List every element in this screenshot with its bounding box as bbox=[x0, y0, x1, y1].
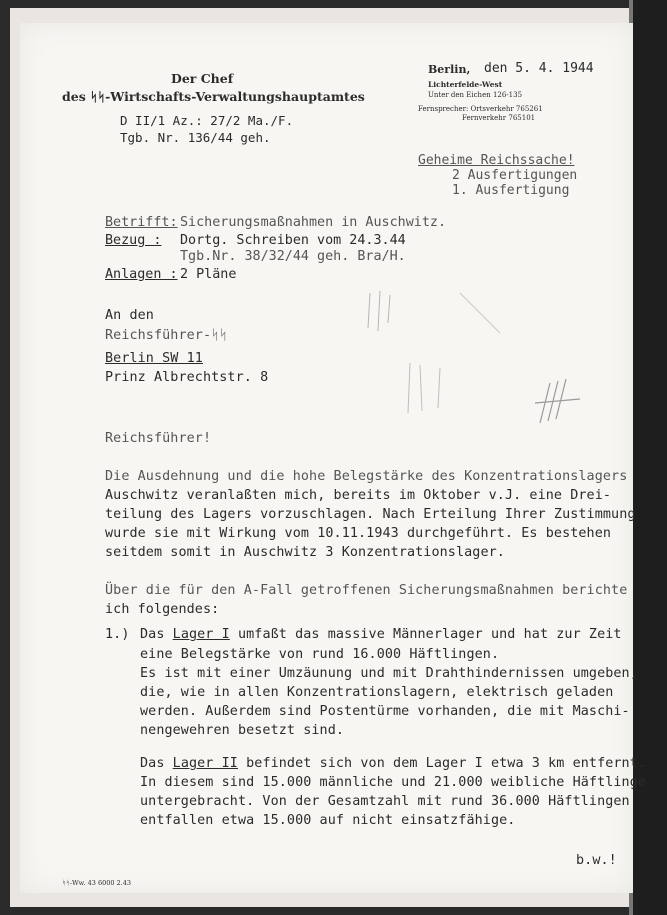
address-phone-1: Fernsprecher: Ortsverkehr 765261 bbox=[418, 105, 543, 113]
item-2-description: befindet sich von dem Lager I etwa 3 km entfernt. bbox=[237, 756, 647, 771]
letter-page bbox=[20, 23, 647, 893]
body-line: wurde sie mit Wirkung vom 10.11.1943 durchgeführt. Es bestehen bbox=[105, 526, 612, 541]
item-1-article: Das bbox=[140, 627, 173, 642]
enclosures-text: 2 Pläne bbox=[180, 267, 237, 282]
body-line: untergebracht. Von der Gesamtzahl mit rund 36.000 Häftlingen bbox=[140, 794, 630, 809]
turn-over-note: b.w.! bbox=[576, 853, 617, 868]
lager-i-label: Lager I bbox=[172, 627, 230, 642]
reference-line-2: Tgb. Nr. 136/44 geh. bbox=[120, 130, 271, 145]
body-line: Auschwitz veranlaßten mich, bereits im Oktober v.J. eine Drei- bbox=[105, 488, 612, 503]
body-line: teilung des Lagers vorzuschlagen. Nach Erteilung Ihrer Zustimmung bbox=[105, 507, 636, 522]
item-1-first-line bbox=[140, 627, 622, 642]
classification-copies: 2 Ausfertigungen bbox=[452, 168, 578, 183]
body-line: entfallen etwa 15.000 auf nicht einsatzfähige. bbox=[140, 813, 516, 828]
body-line: werden. Außerdem sind Postentürme vorhanden, die mit Maschi- bbox=[140, 704, 630, 719]
letterhead-title: Der Chef bbox=[171, 71, 234, 86]
address-city: Berlin, bbox=[428, 63, 471, 76]
recipient-line-2: Reichsführer-ᛋᛋ bbox=[105, 328, 228, 343]
pencil-marks bbox=[350, 273, 600, 443]
address-street: Unter den Eichen 126-135 bbox=[428, 91, 523, 99]
body-line: Über die für den A-Fall getroffenen Sicherungsmaßnahmen berichte bbox=[105, 583, 628, 598]
classification-copy-number: 1. Ausfertigung bbox=[452, 183, 570, 198]
classification-secret: Geheime Reichssache! bbox=[418, 153, 575, 168]
letter-date: den 5. 4. 1944 bbox=[484, 61, 594, 76]
salutation: Reichsführer! bbox=[105, 431, 212, 446]
address-district: Lichterfelde-West bbox=[428, 80, 503, 89]
body-line: Es ist mit einer Umzäunung und mit Drahthindernissen umgeben, bbox=[140, 666, 638, 681]
body-line: eine Belegstärke von rund 16.000 Häftlingen. bbox=[140, 647, 500, 662]
body-line: seitdem somit in Auschwitz 3 Konzentrationslager. bbox=[105, 545, 505, 560]
body-line: ich folgendes: bbox=[105, 602, 220, 617]
letterhead-office: des ᛋᛋ-Wirtschafts-Verwaltungshauptamtes bbox=[62, 89, 365, 104]
enclosures-label: Anlagen : bbox=[105, 267, 178, 282]
address-phone-2: Fernverkehr 765101 bbox=[462, 114, 536, 122]
item-2-first-line bbox=[140, 756, 646, 771]
reference-text-1: Dortg. Schreiben vom 24.3.44 bbox=[180, 233, 406, 248]
lager-ii-label: Lager II bbox=[172, 756, 238, 771]
subject-text: Sicherungsmaßnahmen in Auschwitz. bbox=[180, 215, 447, 230]
body-line: Die Ausdehnung und die hohe Belegstärke des Konzentrationslagers bbox=[105, 469, 628, 484]
item-1-description: umfaßt das massive Männerlager und hat zur Zeit bbox=[229, 627, 622, 642]
recipient-line-1: An den bbox=[105, 308, 154, 323]
body-line: die, wie in allen Konzentrationslagern, elektrisch geladen bbox=[140, 685, 614, 700]
recipient-street: Prinz Albrechtstr. 8 bbox=[105, 370, 269, 385]
recipient-city: Berlin SW 11 bbox=[105, 351, 203, 366]
subject-label: Betrifft: bbox=[105, 215, 178, 230]
reference-label: Bezug : bbox=[105, 233, 162, 248]
reference-text-2: Tgb.Nr. 38/32/44 geh. Bra/H. bbox=[180, 249, 406, 264]
item-2-article: Das bbox=[140, 756, 173, 771]
item-number: 1.) bbox=[105, 627, 130, 642]
print-code: ᛋᛋ-Ww. 43 6000 2.43 bbox=[62, 879, 132, 887]
body-line: In diesem sind 15.000 männliche und 21.000 weibliche Häftlinge bbox=[140, 775, 647, 790]
body-line: nengewehren besetzt sind. bbox=[140, 723, 345, 738]
reference-line-1: D II/1 Az.: 27/2 Ma./F. bbox=[120, 113, 294, 128]
